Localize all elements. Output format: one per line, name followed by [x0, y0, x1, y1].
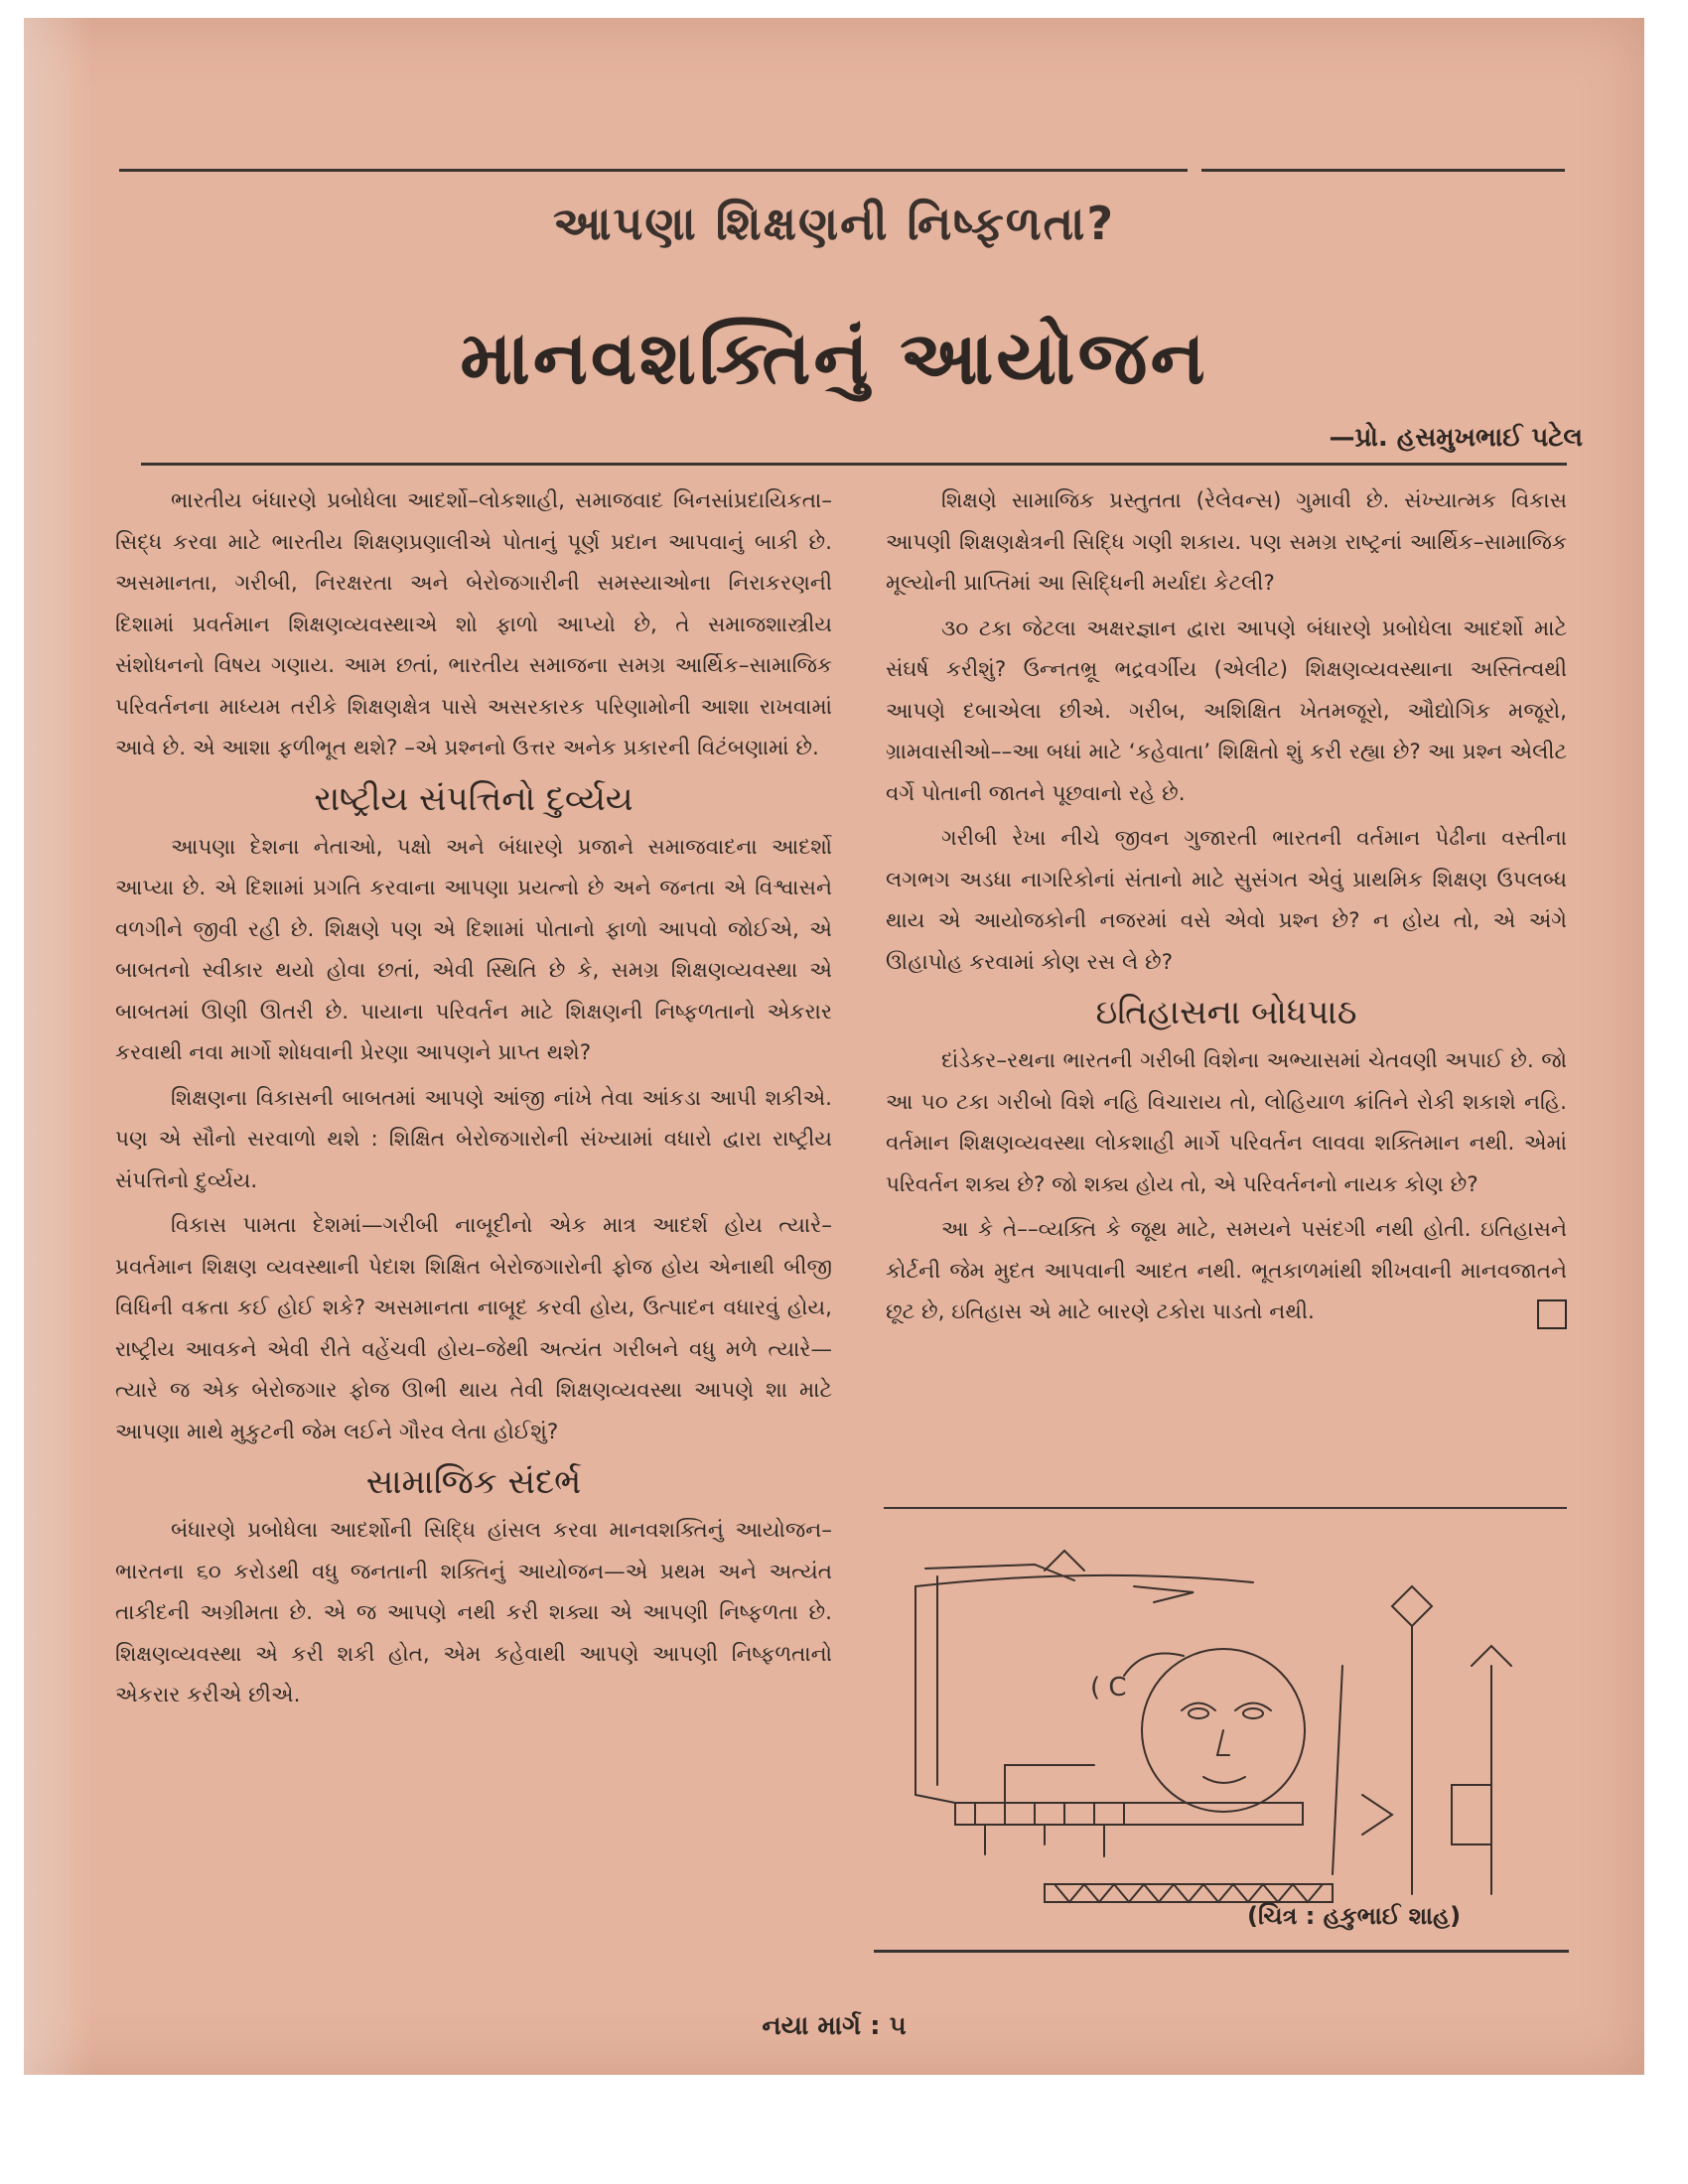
sketch-right-iris	[1243, 1708, 1263, 1718]
top-rule-right	[1201, 169, 1565, 172]
byline-rule	[141, 463, 1567, 466]
right-column	[886, 480, 1567, 1337]
sketch-illustration	[896, 1547, 1551, 1944]
page-sheet	[24, 18, 1644, 2075]
left-paragraph-3: શિક્ષણના વિકાસની બાબતમાં આપણે આંજી નાંખે તેવા આંકડા આપી શકીએ. પણ એ સૌનો સરવાળો થશે : શિક્ષિત બેરોજગારોની સંખ્યામાં વધારો દ્વારા રાષ્ટ્રીય સંપત્તિનો દુર્વ્યય.	[115, 1085, 832, 1193]
left-paragraph-5: બંધારણે પ્રબોધેલા આદર્શોની સિદ્ધિ હાંસલ કરવા માનવશક્તિનું આયોજન–ભારતના ૬૦ કરોડથી વધુ જનતાની શક્તિનું આયોજન—એ પ્રથમ અને અત્યંત તાકીદની અગ્રીમતા છે. એ જ આપણે નથી કરી શક્યા એ આપણી નિષ્ફળતા છે. શિક્ષણવ્યવસ્થા એ કરી શકી હોત, એમ કહેવાથી આપણે આપણી નિષ્ફળતાનો એકરાર કરીએ છીએ.	[115, 1518, 832, 1707]
left-paragraph-1: ભારતીય બંધારણે પ્રબોધેલા આદર્શો–લોકશાહી, સમાજવાદ બિનસાંપ્રદાયિકતા–સિદ્ધ કરવા માટે ભારતીય શિક્ષણપ્રણાલીએ પોતાનું પૂર્ણ પ્રદાન આપવાનું બાકી છે. અસમાનતા, ગરીબી, નિરક્ષરતા અને બેરોજગારીની સમસ્યાઓના નિરાકરણની દિશામાં પ્રવર્તમાન શિક્ષણવ્યવસ્થાએ શો ફાળો આપ્યો છે, તે સમાજશાસ્ત્રીય સંશોધનનો વિષય ગણાય. આમ છતાં, ભારતીય સમાજના સમગ્ર આર્થિક–સામાજિક પરિવર્તનના માધ્યમ તરીકે શિક્ષણક્ષેત્ર પાસે અસરકારક પરિણામોની આશા રાખવામાં આવે છે. એ આશા ફળીભૂત થશે? –એ પ્રશ્નનો ઉત્તર અનેક પ્રકારની વિટંબણામાં છે.	[115, 488, 832, 760]
article-byline: —પ્રો. હસમુખભાઈ પટેલ	[1329, 423, 1583, 453]
svg-text:( C: ( C	[1090, 1673, 1127, 1703]
article-title: માનવશક્તિનું આયોજન	[460, 316, 1208, 401]
sketch-rail-ticks	[975, 1803, 1124, 1825]
left-paragraph-2: આપણા દેશના નેતાઓ, પક્ષો અને બંધારણે પ્રજાને સમાજવાદના આદર્શો આપ્યા છે. એ દિશામાં પ્રગતિ કરવાના આપણા પ્રયત્નો છે અને જનતા એ વિશ્વાસને વળગીને જીવી રહી છે. શિક્ષણે પણ એ દિશામાં પોતાનો ફાળો આપવો જોઈએ, એ બાબતનો સ્વીકાર થયો હોવા છતાં, એવી સ્થિતિ છે કે, સમગ્ર શિક્ષણવ્યવસ્થા એ બાબતમાં ઊણી ઊતરી છે. પાયાના પરિવર્તન માટે શિક્ષણની નિષ્ફળતાનો એકરાર કરવાથી નવા માર્ગો શોધવાની પ્રેરણા આપણને પ્રાપ્ત થશે?	[115, 834, 832, 1065]
right-paragraph-5-text: આ કે તે––વ્યક્તિ કે જૂથ માટે, સમયને પસંદગી નથી હોતી. ઇતિહાસને કોર્ટની જેમ મુદત આપવાની આદત નથી. ભૂતકાળમાંથી શીખવાની માનવજાતને છૂટ છે, ઇતિહાસ એ માટે બારણે ટકોરા પાડતો નથી.	[886, 1217, 1567, 1324]
sketch-roof-line	[915, 1575, 1253, 1586]
article-kicker: આપણા શિક્ષણની નિષ્ફળતા?	[552, 197, 1116, 250]
sketch-flag	[1134, 1586, 1194, 1602]
sketch-bird	[1045, 1551, 1084, 1570]
end-of-article-box-icon	[1537, 1299, 1567, 1329]
sketch-lantern	[1392, 1586, 1432, 1626]
sketch-box	[1452, 1785, 1491, 1844]
right-paragraph-2: ૩૦ ટકા જેટલા અક્ષરજ્ઞાન દ્વારા આપણે બંધારણે પ્રબોધેલા આદર્શો માટે સંઘર્ષ કરીશું? ઉન્નતભ્રૂ ભદ્રવર્ગીય (એલીટ) શિક્ષણવ્યવસ્થાના અસ્તિત્વથી આપણે દબાએલા છીએ. ગરીબ, અશિક્ષિત ખેતમજૂરો, ઔદ્યોગિક મજૂરો, ગ્રામવાસીઓ––આ બધાં માટે ‘કહેવાતા’ શિક્ષિતો શું કરી રહ્યા છે? આ પ્રશ્ન એલીટ વર્ગે પોતાની જાતને પૂછવાનો રહે છે.	[886, 615, 1567, 806]
sketch-bird-right	[1472, 1646, 1511, 1666]
sketch-shelf	[1005, 1765, 1094, 1803]
left-paragraph-4: વિકાસ પામતા દેશમાં—ગરીબી નાબૂદીનો એક માત્ર આદર્શ હોય ત્યારે–પ્રવર્તમાન શિક્ષણ વ્યવસ્થાની પેદાશ શિક્ષિત બેરોજગારોની ફોજ હોય એનાથી બીજી વિધિની વક્રતા કઈ હોઈ શકે? અસમાનતા નાબૂદ કરવી હોય, ઉત્પાદન વધારવું હોય, રાષ્ટ્રીય આવકને એવી રીતે વહેંચવી હોય–જેથી અત્યંત ગરીબને વધુ મળે ત્યારે—ત્યારે જ એક બેરોજગાર ફોજ ઊભી થાય તેવી શિક્ષણવ્યવસ્થા આપણે શા માટે આપણા માથે મુકુટની જેમ લઈને ગૌરવ લેતા હોઈશું?	[115, 1213, 832, 1444]
sketch-lattice	[1055, 1884, 1323, 1902]
left-column	[115, 480, 832, 1720]
illustration-bottom-rule	[874, 1950, 1569, 1953]
section-heading-social-context: સામાજિક સંદર્ભ	[365, 1462, 582, 1502]
illustration-credit: (ચિત્ર : હકુભાઈ શાહ)	[1247, 1902, 1462, 1930]
sketch-joint	[915, 1795, 955, 1803]
right-paragraph-3: ગરીબી રેખા નીચે જીવન ગુજારતી ભારતની વર્તમાન પેઢીના વસ્તીના લગભગ અડધા નાગરિકોનાં સંતાનો માટે સુસંગત એવું પ્રાથમિક શિક્ષણ ઉપલબ્ધ થાય એ આયોજકોની નજરમાં વસે એવો પ્રશ્ન છે? ન હોય તો, એ અંગે ઊહાપોહ કરવામાં કોણ રસ લે છે?	[886, 826, 1567, 975]
top-rule-left	[119, 169, 1188, 172]
section-heading-national-wealth: રાષ્ટ્રીય સંપત્તિનો દુર્વ્યય	[314, 778, 633, 819]
sketch-pillar	[1333, 1666, 1342, 1874]
right-paragraph-4: દાંડેકર–રથના ભારતની ગરીબી વિશેના અભ્યાસમાં ચેતવણી અપાઈ છે. જો આ ૫૦ ટકા ગરીબો વિશે નહિ વિચારાય તો, લોહિયાળ ક્રાંતિને રોકી શકાશે નહિ. વર્તમાન શિક્ષણવ્યવસ્થા લોકશાહી માર્ગે પરિવર્તન લાવવા શક્તિમાન નથી. એમાં પરિવર્તન શક્ય છે? જો શક્ય હોય તો, એ પરિવર્તનનો નાયક કોણ છે?	[886, 1048, 1567, 1197]
section-heading-history-lessons: ઇતિહાસના બોધપાઠ	[1095, 993, 1357, 1032]
sketch-hangers	[985, 1825, 1104, 1856]
sketch-mouth	[1203, 1777, 1245, 1783]
sketch-nose	[1217, 1730, 1229, 1755]
sketch-left-iris	[1189, 1708, 1208, 1718]
sketch-arrow-left	[1362, 1795, 1392, 1835]
right-paragraph-5	[886, 1209, 1567, 1333]
page-footer: નયા માર્ગ : ૫	[762, 2011, 907, 2041]
right-paragraph-1: શિક્ષણે સામાજિક પ્રસ્તુતતા (રેલેવન્સ) ગુમાવી છે. સંખ્યાત્મક વિકાસ આપણી શિક્ષણક્ષેત્રની સિદ્ધિ ગણી શકાય. પણ સમગ્ર રાષ્ટ્રનાં આર્થિક–સામાજિક મૂલ્યોની પ્રાપ્તિમાં આ સિદ્ધિની મર્યાદા કેટલી?	[886, 488, 1567, 596]
illustration-top-rule	[884, 1507, 1567, 1509]
